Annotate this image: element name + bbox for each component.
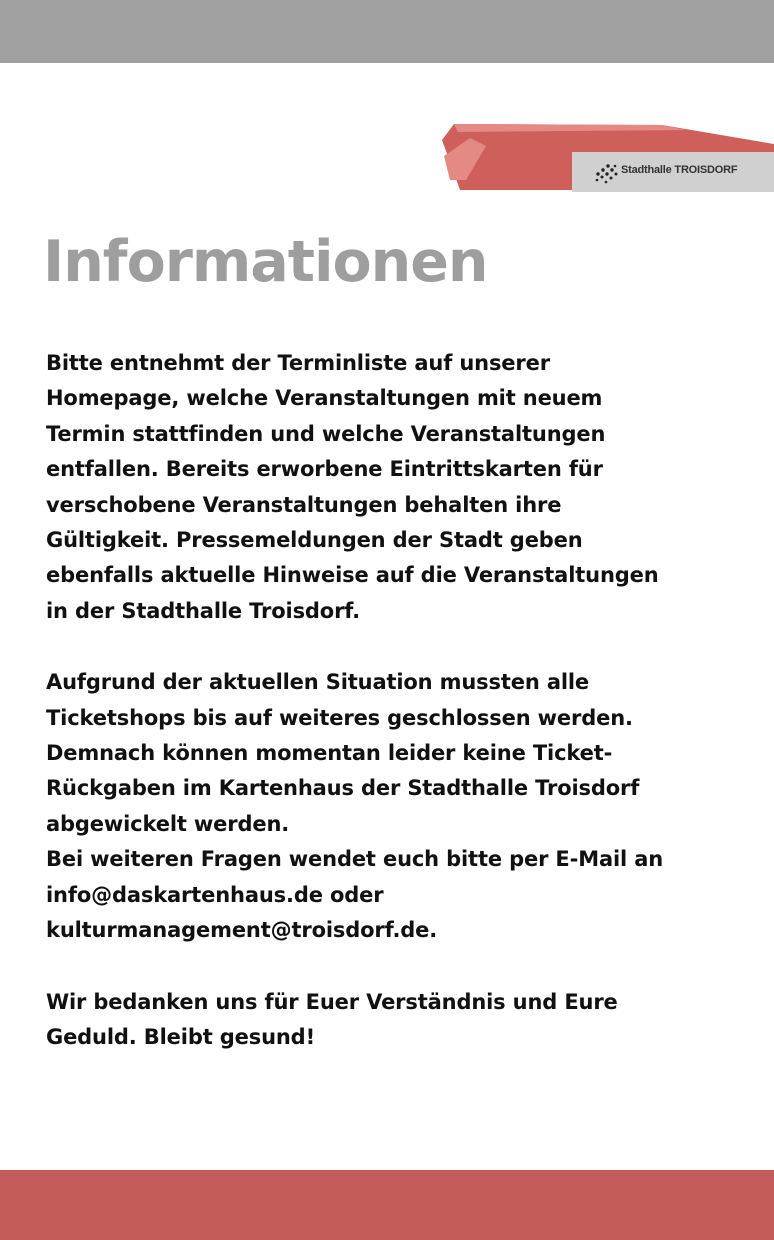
text-line: Geduld. Bleibt gesund! (46, 1024, 315, 1049)
text-line: Termin stattfinden und welche Veranstaltungen (46, 421, 606, 446)
text-line: Bitte entnehmt der Terminliste auf unserer (46, 351, 550, 375)
stadthalle-logo-icon (440, 122, 774, 194)
bottom-bar (0, 1170, 774, 1240)
text-line: entfallen. Bereits erworbene Eintrittskarten für (46, 457, 603, 482)
text-line: in der Stadthalle Troisdorf. (46, 598, 360, 623)
text-line: Gültigkeit. Pressemeldungen der Stadt geben (46, 528, 583, 553)
paragraph-gap (46, 629, 766, 665)
stadthalle-logo (440, 122, 774, 194)
email-line: info@daskartenhaus.de oder (46, 882, 384, 907)
text-line: ebenfalls aktuelle Hinweise auf die Veranstaltungen (46, 563, 659, 588)
top-bar (0, 0, 774, 63)
text-line: Wir bedanken uns für Euer Verständnis und Eure (46, 989, 618, 1014)
text-line: abgewickelt werden. (46, 811, 290, 836)
text-line: verschobene Veranstaltungen behalten ihre (46, 492, 562, 517)
info-paragraph-tickets (46, 665, 766, 948)
text-line: Demnach können momentan leider keine Ticket- (46, 741, 613, 766)
paragraph-gap (46, 949, 766, 985)
text-line: Rückgaben im Kartenhaus der Stadthalle Troisdorf (46, 776, 640, 801)
text-line: Aufgrund der aktuellen Situation mussten alle (46, 670, 590, 695)
info-paragraph-dates (46, 346, 766, 629)
text-line: Homepage, welche Veranstaltungen mit neuem (46, 386, 603, 411)
page-title: Informationen (43, 229, 488, 295)
info-text (46, 346, 766, 1055)
email-line: kulturmanagement@troisdorf.de. (46, 918, 438, 943)
text-line: Bei weiteren Fragen wendet euch bitte per E-Mail an (46, 847, 664, 872)
info-paragraph-thanks (46, 985, 766, 1056)
text-line: Ticketshops bis auf weiteres geschlossen werden. (46, 705, 633, 730)
logo-text: Stadthalle TROISDORF (621, 164, 738, 176)
